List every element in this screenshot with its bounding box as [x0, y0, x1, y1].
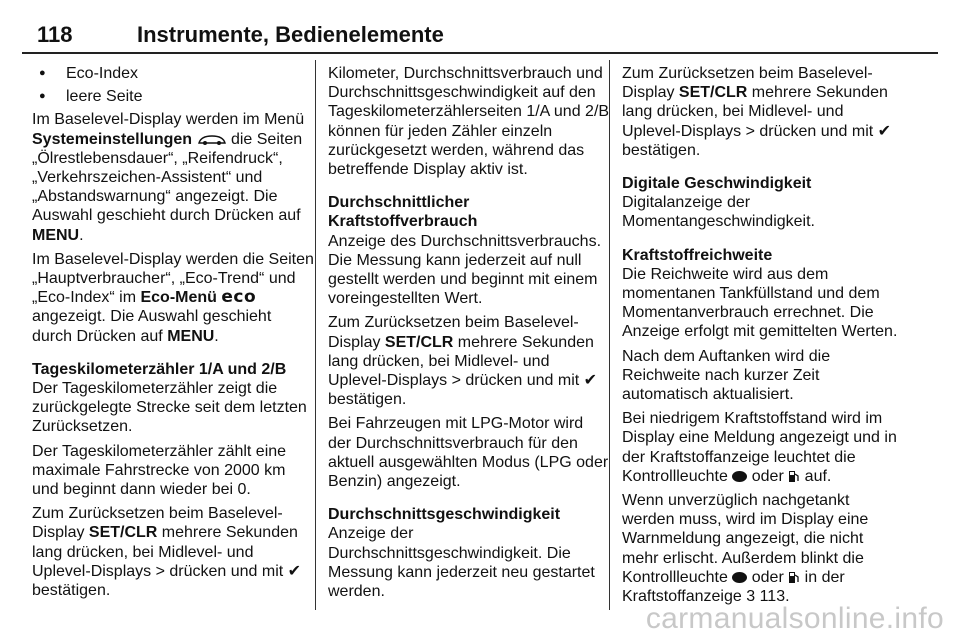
check-icon: ✔ [877, 122, 892, 140]
column-3 [622, 64, 904, 611]
section-heading: Durchschnittlicher Kraftstoffverbrauch [328, 194, 478, 231]
check-icon: ✔ [287, 562, 302, 580]
page-number: 118 [37, 22, 73, 47]
paragraph: Der Tageskilometerzähler zeigt die zurückgelegte Strecke seit dem letzten Zurücksetzen. [32, 380, 307, 436]
column-1 [32, 64, 314, 605]
fuel-pump-icon [788, 570, 800, 584]
eco-logo: eco [221, 287, 257, 308]
paragraph: Wenn unverzüglich nachgetankt werden muss, wird im Display eine Warnmeldung angezeigt, die nicht mehr erlischt. Außerdem blinkt die Kontrollleuchte oder in der Kraftstoffanzeige 3 113. [622, 492, 869, 606]
bullet-item: ● leere Seite [32, 87, 314, 106]
paragraph: Im Baselevel-Display werden die Seiten „Hauptverbraucher“, „Eco-Trend“ und „Eco-Index“ im Eco-Menü eco angezeigt. Die Auswahl geschieht durch Drücken auf MENU. [32, 250, 314, 345]
page-header [22, 0, 938, 52]
menu-name: Systemeinstellungen [32, 130, 193, 148]
paragraph: Kilometer, Durchschnittsverbrauch und Durchschnittsgeschwindigkeit auf den Tageskilometerzählerseiten 1/A und 2/B können für jeden Zähler einzeln zurückgesetzt werden, während das betreffende Display aktiv ist. [328, 65, 610, 179]
car-settings-icon [197, 134, 227, 146]
arrow-right-icon: > [451, 372, 461, 390]
bullet-item: ● Eco-Index [32, 64, 314, 83]
paragraph: Digitalanzeige der Momentangeschwindigkeit. [622, 194, 815, 231]
menu-button-label: MENU [32, 226, 80, 244]
button-label: SET/CLR [384, 333, 454, 351]
paragraph: Anzeige der Durchschnittsgeschwindigkeit. Die Messung kann jederzeit neu gestartet werden. [328, 525, 595, 601]
paragraph: Zum Zurücksetzen beim Baselevel-Display SET/CLR mehrere Sekunden lang drücken, bei Midlevel- und Uplevel-Displays > drücken und mit ✔ bestätigen. [32, 505, 302, 600]
paragraph: Bei Fahrzeugen mit LPG-Motor wird der Durchschnittsverbrauch für den aktuell ausgewählten Modus (LPG oder Benzin) angezeigt. [328, 415, 609, 491]
paragraph: Zum Zurücksetzen beim Baselevel-Display SET/CLR mehrere Sekunden lang drücken, bei Midlevel- und Uplevel-Displays > drücken und mit ✔ bestätigen. [328, 314, 598, 409]
header-rule [22, 52, 938, 54]
paragraph: Zum Zurücksetzen beim Baselevel-Display SET/CLR mehrere Sekunden lang drücken, bei Midlevel- und Uplevel-Displays > drücken und mit ✔ bestätigen. [622, 65, 892, 159]
paragraph: Nach dem Auftanken wird die Reichweite nach kurzer Zeit automatisch aktualisiert. [622, 347, 831, 404]
paragraph: Die Reichweite wird aus dem momentanen Tankfüllstand und dem Momentanverbrauch errechnet. Die Anzeige erfolgt mit gemittelten Werten. [622, 265, 898, 341]
section-heading: Tageskilometerzähler 1/A und 2/B [32, 360, 287, 378]
menu-name: Eco-Menü [140, 289, 217, 307]
fuel-pump-icon [788, 469, 800, 483]
warning-light-icon [732, 572, 747, 583]
warning-light-icon [732, 471, 747, 482]
check-icon: ✔ [583, 372, 598, 390]
paragraph: Der Tageskilometerzähler zählt eine maximale Fahrstrecke von 2000 km und beginnt dann wieder bei 0. [32, 442, 287, 499]
paragraph: Anzeige des Durchschnittsverbrauchs. Die Messung kann jederzeit auf null gestellt werden und beginnt mit einem voreingestellten Wert. [328, 232, 602, 308]
button-label: SET/CLR [678, 84, 748, 102]
column-2 [328, 64, 610, 606]
section-heading: Durchschnittsgeschwindigkeit [328, 506, 561, 524]
button-label: SET/CLR [88, 524, 158, 542]
section-heading: Kraftstoffreichweite [622, 246, 773, 264]
column-divider [315, 60, 316, 610]
watermark: carmanualsonline.info [645, 602, 944, 635]
arrow-right-icon: > [155, 562, 165, 580]
page-reference-icon: 3 [746, 588, 756, 606]
section-heading: Digitale Geschwindigkeit [622, 175, 812, 193]
paragraph: Im Baselevel-Display werden im Menü Systemeinstellungen die Seiten „Ölrestlebensdauer“, „Reifendruck“, „Verkehrszeichen-Assistent“ und „Abstandswarnung“ angezeigt. Die Auswahl geschieht durch Drücken auf MENU. [32, 111, 305, 244]
arrow-right-icon: > [745, 122, 755, 140]
menu-button-label: MENU [167, 327, 215, 345]
paragraph: Bei niedrigem Kraftstoffstand wird im Display eine Meldung angezeigt und in der Kraftstoffanzeige leuchtet die Kontrollleuchte oder auf. [622, 410, 897, 485]
page-title: Instrumente, Bedienelemente [137, 22, 444, 47]
